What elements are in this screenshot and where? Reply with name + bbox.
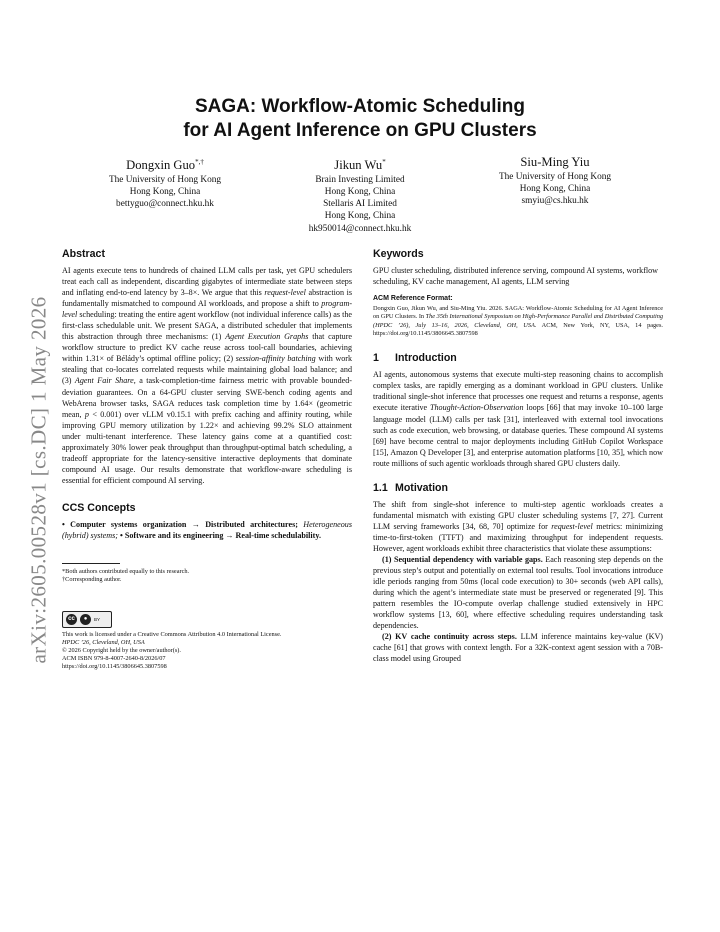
introduction-paragraph: AI agents, autonomous systems that execute multi-step reasoning chains to accomplish complex tasks, are rapidly emerging as a dominant workload in GPU clusters. Unlike traditional single-shot inference that processes one request and returns a response, agents execute iterative Thought-Action-Observation loops [66] that may invoke 10–100 large language model (LLM) calls per task [31], interleaved with external tool invocations such as code execution, web browsing, or database queries. These compound AI systems [69] have become central to major deployments including GitHub Copilot Workspace [15], Amazon Q Developer [3], and enterprise automation platforms [10, 35], which now route millions of such agentic workloads through shared GPU clusters daily. [373, 370, 664, 468]
author-3 [460, 155, 650, 207]
author-marks: *,† [195, 158, 204, 166]
acm-reference-text: Dongxin Guo, Jikun Wu, and Siu-Ming Yiu. 2026. SAGA: Workflow-Atomic Scheduling for AI Agent Inference on GPU Clusters. In The 35th International Symposium on High-Performance Parallel and Distributed Computing (HPDC ’26), July 13–16, 2026, Cleveland, OH, USA. ACM, New York, NY, USA, 14 pages. https://doi.org/10.1145/3806645.3807598 [373, 305, 663, 338]
author-name: Dongxin Guo [126, 158, 196, 173]
title-line-1: SAGA: Workflow-Atomic Scheduling [194, 96, 526, 117]
motivation-item-2: (2) KV cache continuity across steps. LLM inference maintains key-value (KV) cache [61] that grows with context length. For a 32K-context agent session with a 70B-class model using Grouped [373, 632, 663, 664]
section-introduction-heading: 1 Introduction [373, 352, 457, 365]
author-marks: * [382, 158, 386, 166]
author-email[interactable]: bettyguo@connect.hku.hk [116, 199, 214, 210]
author-location-2: Hong Kong, China [324, 211, 396, 222]
by-label: BY [94, 616, 101, 622]
author-name: Jikun Wu [334, 158, 383, 173]
ccs-heading: CCS Concepts [62, 501, 136, 514]
arxiv-identifier [24, 260, 54, 700]
license-statement: This work is licensed under a Creative Commons Attribution 4.0 International License. [62, 630, 282, 638]
acm-reference-heading: ACM Reference Format: [373, 295, 453, 303]
cc-by-license-badge[interactable] [62, 611, 112, 628]
author-2 [265, 155, 455, 235]
isbn-line: ACM ISBN 979-8-4007-2640-8/2026/07 [62, 654, 166, 662]
author-location: Hong Kong, China [129, 187, 201, 198]
right-column [373, 248, 663, 664]
abstract-heading: Abstract [62, 248, 105, 260]
author-affiliation: The University of Hong Kong [108, 175, 222, 186]
ccs-concepts: • Computer systems organization → Distributed architectures; Heterogeneous (hybrid) systems; • Software and its engineering → Real-time schedulability. [62, 519, 352, 540]
left-column [62, 248, 352, 671]
keywords-text: GPU cluster scheduling, distributed inference serving, compound AI systems, workflow scheduling, KV cache management, AI agents, LLM serving [373, 266, 659, 287]
arxiv-identifier-text: arXiv:2605.00528v1 [cs.DC] 1 May 2026 [26, 296, 51, 664]
motivation-paragraph: The shift from single-shot inference to multi-step agentic workloads creates a fundamental mismatch with existing GPU cluster scheduling systems [7, 27]. Current LLM serving frameworks [34, 68, 70] optimize for request-level metrics: minimizing time-to-first-token (TTFT) and maximizing throughput for independent requests. However, agent workloads exhibit three characteristics that violate these assumptions: [373, 499, 663, 553]
subsection-motivation-heading: 1.1 Motivation [373, 481, 448, 494]
author-location: Hong Kong, China [324, 187, 396, 198]
venue-line: HPDC ’26, Cleveland, OH, USA [62, 638, 145, 646]
author-location: Hong Kong, China [519, 184, 591, 195]
author-1 [70, 155, 260, 210]
cc-icon: cc [66, 614, 77, 625]
doi-link[interactable]: https://doi.org/10.1145/3806645.3807598 [62, 662, 167, 670]
keywords-heading: Keywords [373, 248, 424, 260]
abstract-text: AI agents execute tens to hundreds of chained LLM calls per task, yet GPU schedulers treat each call as independent, discarding gigabytes of intermediate state between steps and inflating end-to-end latency by 3–8×. We argue that this request-level abstraction is fundamentally mismatched to compound AI workloads, and propose a shift to program-level scheduling: treating the entire agent workflow (not individual inference calls) as the first-class schedulable unit. We present SAGA, a distributed scheduler that implements this abstraction through three mechanisms: (1) Agent Execution Graphs that capture workflow structure to predict KV cache reuse across tool-call boundaries, achieving within 1.31× of Bélády’s optimal offline policy; (2) session-affinity batching with work stealing that co-locates correlated requests while maintaining global load balance; and (3) Agent Fair Share, a task-completion-time fairness metric with provable bounded-deviation guarantees. On a 64-GPU cluster serving SWE-bench coding agents and WebArena browser tasks, SAGA reduces task completion time by 1.64× (geometric mean, p < 0.001) over vLLM v0.15.1 with prefix caching and affinity routing, while improving GPU memory utilization by 1.22× and achieving 99.2% SLO attainment under multi-tenant interference. These latency gains come at a quantified cost: approximately 30% lower peak throughput than throughput-optimal batch scheduling, a tradeoff appropriate for the latency-sensitive interactive deployments that dominate compound AI usage. Our results demonstrate that workflow-aware scheduling is essential for efficient compound AI serving. [62, 266, 353, 485]
author-affiliation-2: Stellaris AI Limited [323, 199, 397, 210]
author-name: Siu-Ming Yiu [520, 155, 590, 169]
motivation-item-1: (1) Sequential dependency with variable gaps. Each reasoning step depends on the previous step’s output and potentially on external tool results. Tool invocations introduce idle periods ranging from 50ms (local code execution) to 30+ seconds (web API calls), during which the agent’s intermediate state must be preserved or regenerated [9]. This pattern resembles the IO-compute overlap challenge studied extensively in HPC workflow systems [13, 60], where effective scheduling requires understanding task dependencies. [373, 554, 663, 631]
author-email[interactable]: smyiu@cs.hku.hk [521, 196, 589, 207]
author-email[interactable]: hk950014@connect.hku.hk [308, 223, 412, 234]
author-affiliation: The University of Hong Kong [498, 172, 612, 182]
footnote-rule [62, 563, 120, 564]
title-line-2: for AI Agent Inference on GPU Clusters [183, 120, 537, 141]
footnote-equal-contribution: *Both authors contributed equally to this research. [62, 567, 190, 575]
paper-title [60, 95, 660, 143]
copyright-line: © 2026 Copyright held by the owner/author(s). [62, 646, 181, 654]
footnote-corresponding: †Corresponding author. [62, 575, 122, 583]
author-affiliation: Brain Investing Limited [315, 175, 405, 186]
by-person-icon: ● [80, 614, 91, 625]
